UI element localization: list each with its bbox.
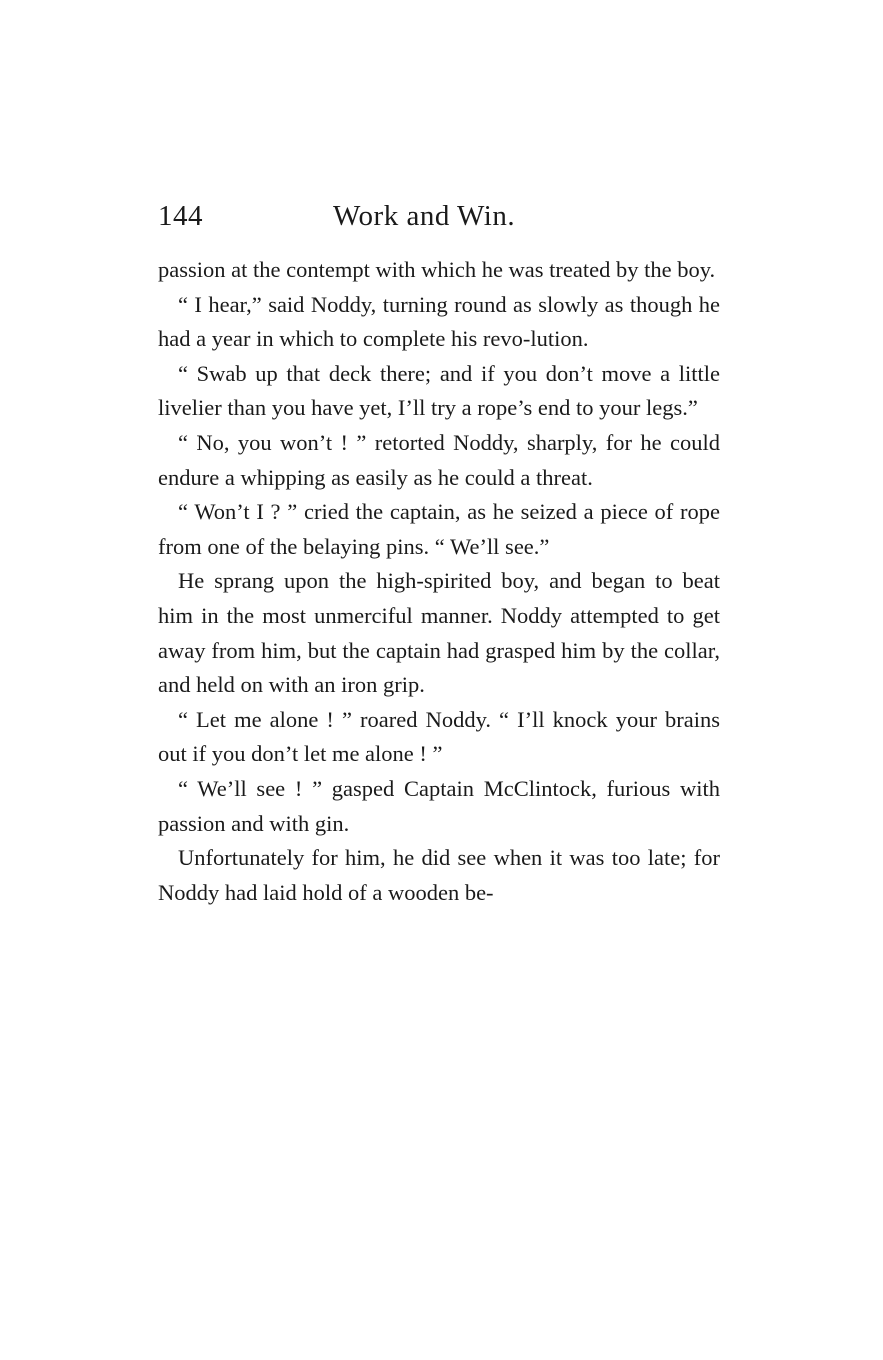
paragraph: “ We’ll see ! ” gasped Captain McClintock, furious with passion and with gin. xyxy=(158,775,720,836)
running-title: Work and Win. xyxy=(333,200,516,232)
paragraph: “ Won’t I ? ” cried the captain, as he seized a piece of rope from one of the belaying pins. “ We’ll see.” xyxy=(158,499,720,559)
paragraph: “ Swab up that deck there; and if you don’t move a little livelier than you have yet, I’ll try a rope’s end to your legs.” xyxy=(158,360,720,421)
page-number: 144 xyxy=(158,200,203,232)
paragraph: “ Let me alone ! ” roared Noddy. “ I’ll knock your brains out if you don’t let me alone ! ” xyxy=(158,706,720,767)
paragraph: Unfortunately for him, he did see when it was too late; for Noddy had laid hold of a wooden be- xyxy=(158,845,720,905)
paragraph: passion at the contempt with which he was treated by the boy. xyxy=(158,257,716,282)
paragraph: “ I hear,” said Noddy, turning round as slowly as though he had a year in which to complete his revo-lution. xyxy=(158,291,720,352)
paragraph: “ No, you won’t ! ” retorted Noddy, sharply, for he could endure a whipping as easily as he could a threat. xyxy=(158,429,720,490)
paragraph: He sprang upon the high-spirited boy, and began to beat him in the most unmerciful manner. Noddy attempted to get away from him, but the captain had grasped him by the collar, and held on with an iron grip. xyxy=(158,568,720,698)
page-header xyxy=(158,200,718,240)
body-text xyxy=(158,253,720,910)
